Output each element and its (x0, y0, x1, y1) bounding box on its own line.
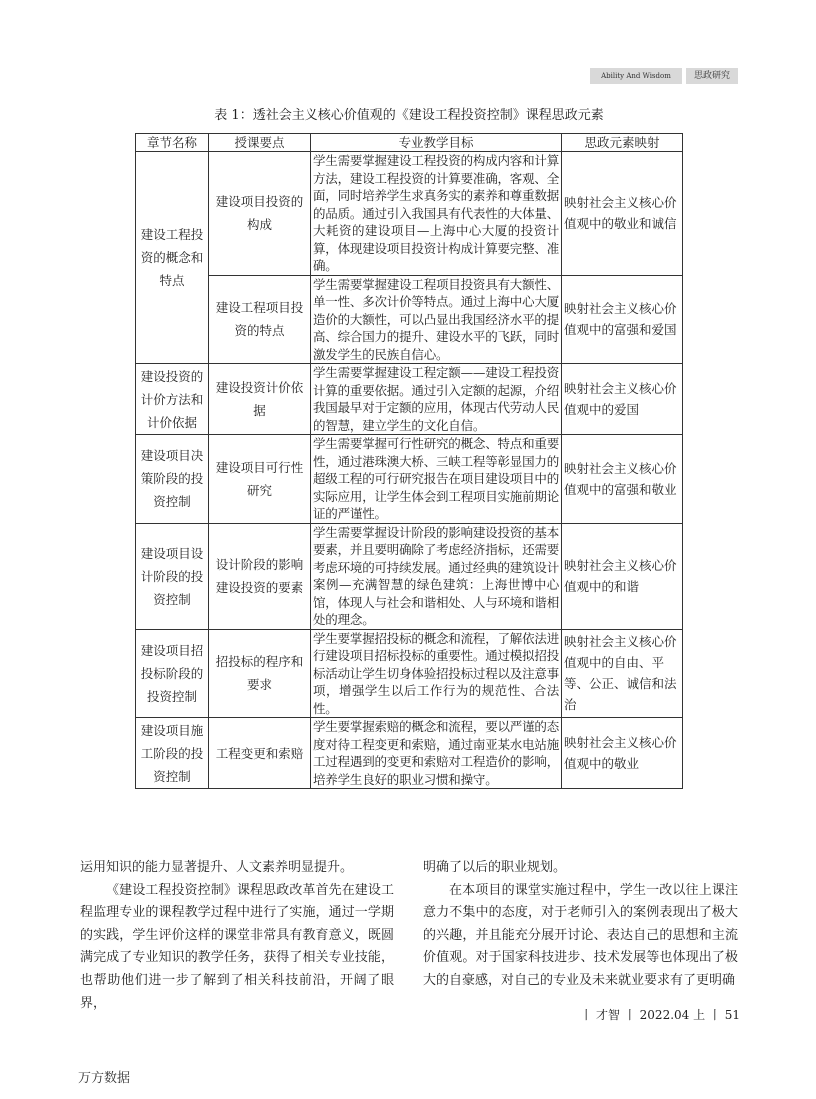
mapping-cell: 映射社会主义核心价值观中的敬业 (562, 718, 683, 789)
point-cell: 建设工程项目投资的特点 (209, 275, 311, 364)
paragraph: 运用知识的能力显著提升、人文素养明显提升。 (80, 860, 354, 875)
point-cell: 工程变更和索赔 (209, 718, 311, 789)
mapping-cell: 映射社会主义核心价值观中的自由、平等、公正、诚信和法治 (562, 629, 683, 718)
course-table (135, 133, 683, 789)
header-point: 授课要点 (209, 134, 311, 152)
table-row (136, 152, 683, 276)
paragraph: 明确了以后的职业规划。 (423, 860, 567, 875)
goal-cell: 学生需要掌握可行性研究的概念、特点和重要性，通过港珠澳大桥、三峡工程等彰显国力的超级工程的可行研究报告在项目建设项目中的实际应用，让学生体会到工程项目实施前期论证的严谨性。 (311, 435, 562, 524)
chapter-cell: 建设项目施工阶段的投资控制 (136, 718, 209, 789)
point-cell: 建设项目投资的构成 (209, 152, 311, 276)
goal-cell: 学生需要掌握建设工程项目投资具有大额性、单一性、多次计价等特点。通过上海中心大厦造价的大额性，可以凸显出我国经济水平的提高、综合国力的提升、建设水平的飞跃，同时激发学生的民族自信心。 (311, 275, 562, 364)
mapping-cell: 映射社会主义核心价值观中的敬业和诚信 (562, 152, 683, 276)
mapping-cell: 映射社会主义核心价值观中的和谐 (562, 523, 683, 629)
table-row (136, 629, 683, 718)
header-chinese: 思政研究 (686, 68, 738, 84)
header-mapping: 思政元素映射 (562, 134, 683, 152)
goal-cell: 学生要掌握招投标的概念和流程，了解依法进行建设项目招标投标的重要性。通过模拟招投标活动让学生切身体验招投标过程以及注意事项，增强学生以后工作行为的规范性、合法性。 (311, 629, 562, 718)
point-cell: 招投标的程序和要求 (209, 629, 311, 718)
goal-cell: 学生需要掌握建设工程投资的构成内容和计算方法，建设工程投资的计算要准确，客观、全面，同时培养学生求真务实的素养和尊重数据的品质。通过引入我国具有代表性的大体量、大耗资的建设项目—上海中心大厦的投资计算，体现建设项目投资计构成计算要完整、准确。 (311, 152, 562, 276)
table-row (136, 523, 683, 629)
body-column-right (423, 857, 738, 993)
table-row (136, 435, 683, 524)
table-row (136, 275, 683, 364)
goal-cell: 学生需要掌握建设工程定额——建设工程投资计算的重要依据。通过引入定额的起源，介绍我国最早对于定额的应用，体现古代劳动人民的智慧，建立学生的文化自信。 (311, 364, 562, 435)
point-cell: 设计阶段的影响建设投资的要素 (209, 523, 311, 629)
chapter-cell: 建设项目设计阶段的投资控制 (136, 523, 209, 629)
table-caption: 表 1：透社会主义核心价值观的《建设工程投资控制》课程思政元素 (214, 108, 604, 123)
table-row (136, 718, 683, 789)
header-goal: 专业教学目标 (311, 134, 562, 152)
goal-cell: 学生需要掌握设计阶段的影响建设投资的基本要素，并且要明确除了考虑经济指标，还需要考虑环境的可持续发展。通过经典的建筑设计案例—充满智慧的绿色建筑：上海世博中心馆，体现人与社会和谐相处、人与环境和谐相处的理念。 (311, 523, 562, 629)
body-column-left (80, 857, 394, 1015)
page-footer: 丨 才智 丨 2022.04 上 丨 51 (580, 1008, 740, 1022)
point-cell: 建设项目可行性研究 (209, 435, 311, 524)
running-header (590, 68, 738, 84)
chapter-cell: 建设工程投资的概念和特点 (136, 152, 209, 364)
chapter-cell: 建设投资的计价方法和计价依据 (136, 364, 209, 435)
header-english: Ability And Wisdom (590, 68, 682, 84)
point-cell: 建设投资计价依据 (209, 364, 311, 435)
mapping-cell: 映射社会主义核心价值观中的富强和敬业 (562, 435, 683, 524)
chapter-cell: 建设项目决策阶段的投资控制 (136, 435, 209, 524)
paragraph: 在本项目的课堂实施过程中，学生一改以往上课注意力不集中的态度，对于老师引入的案例表现出了极大的兴趣，并且能充分展开讨论、表达自己的思想和主流价值观。对于国家科技进步、技术发展等也体现出了极大的自豪感，对自己的专业及未来就业要求有了更明确 (423, 882, 738, 988)
header-chapter: 章节名称 (136, 134, 209, 152)
watermark: 万方数据 (78, 1071, 131, 1086)
chapter-cell: 建设项目招投标阶段的投资控制 (136, 629, 209, 718)
goal-cell: 学生要掌握索赔的概念和流程，要以严谨的态度对待工程变更和索赔，通过南亚某水电站施工过程遇到的变更和索赔对工程造价的影响，培养学生良好的职业习惯和操守。 (311, 718, 562, 789)
table-header-row (136, 134, 683, 152)
table-row (136, 364, 683, 435)
mapping-cell: 映射社会主义核心价值观中的富强和爱国 (562, 275, 683, 364)
paragraph: 《建设工程投资控制》课程思政改革首先在建设工程监理专业的课程教学过程中进行了实施，通过一学期的实践，学生评价这样的课堂非常具有教育意义，既圆满完成了专业知识的教学任务，获得了相关专业技能，也帮助他们进一步了解到了相关科技前沿，开阔了眼界， (80, 882, 394, 1011)
mapping-cell: 映射社会主义核心价值观中的爱国 (562, 364, 683, 435)
